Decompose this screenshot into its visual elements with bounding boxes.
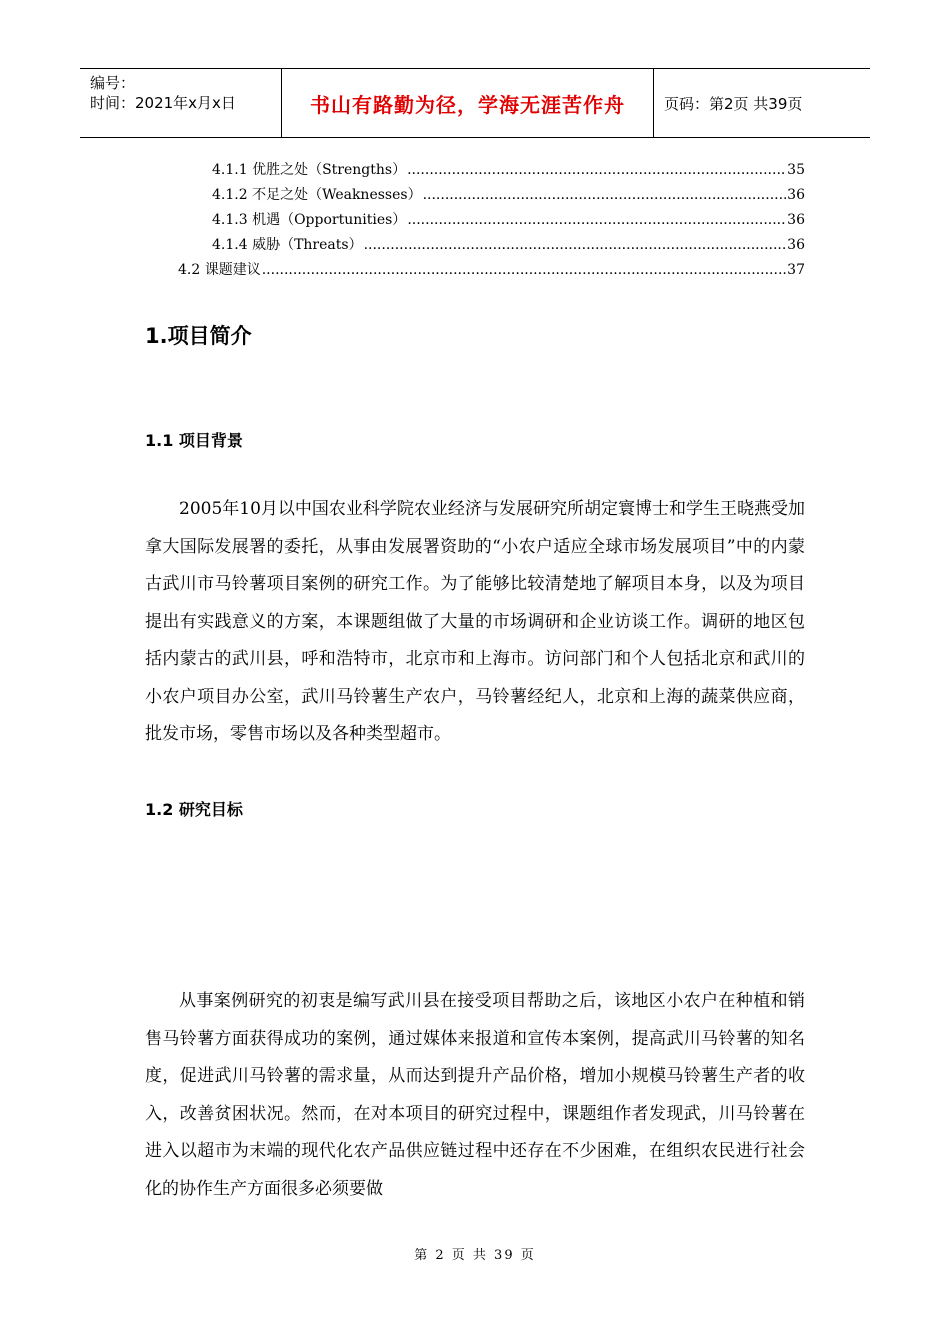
document-number: 编号： [90, 74, 136, 92]
section-title: 1.项目简介 [145, 324, 252, 348]
toc-entry[interactable] [212, 158, 805, 182]
toc-entry-page: 37 [787, 262, 805, 278]
toc-entry[interactable] [212, 208, 805, 232]
toc-leader [364, 233, 787, 257]
objectives-paragraph: 从事案例研究的初衷是编写武川县在接受项目帮助之后，该地区小农户在种植和销售马铃薯方面获得成功的案例，通过媒体来报道和宣传本案例，提高武川马铃薯的知名度，促进武川马铃薯的需求量，从而达到提升产品价格，增加小规模马铃薯生产者的收入，改善贫困状况。然而，在对本项目的研究过程中，课题组作者发现武，川马铃薯在进入以超市为末端的现代化农产品供应链过程中还存在不少困难，在组织农民进行社会化的协作生产方面很多必须要做 [145, 991, 805, 1199]
toc-entry-label: 4.1.1 优胜之处（Strengths） [212, 162, 407, 178]
toc-entry-page: 36 [787, 237, 805, 253]
header-meta [80, 69, 282, 137]
page-footer: 第 2 页 共 39 页 [414, 1248, 536, 1263]
page-header [80, 68, 870, 138]
subsection-title-objectives: 1.2 研究目标 [145, 800, 243, 819]
subsection-title-background: 1.1 项目背景 [145, 431, 243, 450]
header-page-info: 页码：第2页 共39页 [664, 94, 803, 113]
header-motto: 书山有路勤为径，学海无涯苦作舟 [282, 69, 654, 137]
toc-entry[interactable] [212, 183, 805, 207]
toc-entry-label: 4.1.4 威胁（Threats） [212, 237, 363, 253]
toc-entry[interactable] [212, 233, 805, 257]
background-paragraph: 2005年10月以中国农业科学院农业经济与发展研究所胡定寰博士和学生王晓燕受加拿大国际发展署的委托，从事由发展署资助的“小农户适应全球市场发展项目”中的内蒙古武川市马铃薯项目案例的研究工作。为了能够比较清楚地了解项目本身，以及为项目提出有实践意义的方案，本课题组做了大量的市场调研和企业访谈工作。调研的地区包括内蒙古的武川县，呼和浩特市，北京市和上海市。访问部门和个人包括北京和武川的小农户项目办公室，武川马铃薯生产农户，马铃薯经纪人，北京和上海的蔬菜供应商，批发市场，零售市场以及各种类型超市。 [145, 499, 805, 744]
toc-entry-page: 35 [787, 162, 805, 178]
toc-entry-page: 36 [787, 212, 805, 228]
document-time: 时间：2021年x月x日 [90, 94, 236, 112]
toc-leader [423, 183, 787, 207]
toc-entry-label: 4.1.3 机遇（Opportunities） [212, 212, 407, 228]
toc-entry-page: 36 [787, 187, 805, 203]
toc-entry[interactable] [178, 258, 805, 282]
toc-leader [407, 158, 786, 182]
toc-entry-label: 4.2 课题建议 [178, 262, 261, 278]
toc-entry-label: 4.1.2 不足之处（Weaknesses） [212, 187, 422, 203]
toc-leader [407, 208, 786, 232]
toc-leader [262, 258, 786, 282]
